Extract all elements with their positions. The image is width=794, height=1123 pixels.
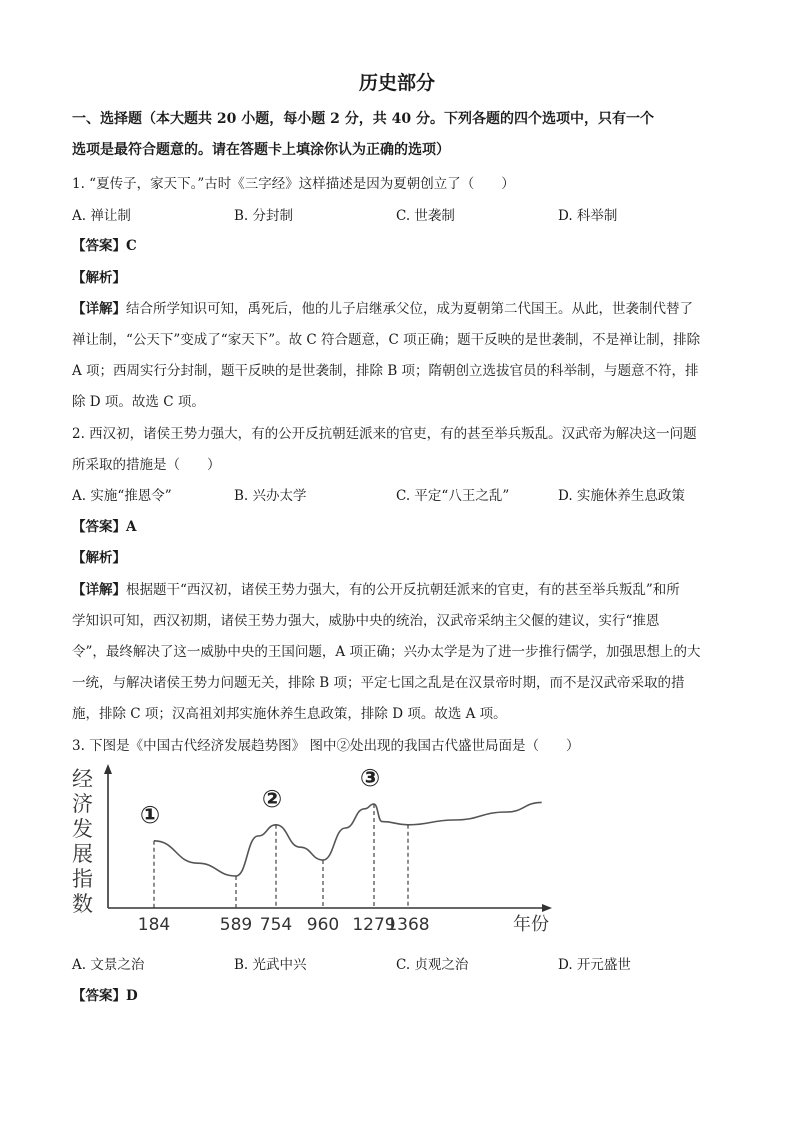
- q3-answer: 【答案】D: [72, 988, 138, 1004]
- q1-detail-tag: 【详解】: [72, 301, 126, 317]
- point-marker: ③: [359, 764, 381, 792]
- y-axis-label-char: 指: [72, 867, 93, 891]
- section-heading-line1: 一、选择题（本大题共 20 小题，每小题 2 分，共 40 分。下列各题的四个选项中，只有一个: [72, 111, 654, 127]
- y-axis-arrow: [104, 764, 112, 774]
- y-axis-label: [72, 767, 93, 916]
- x-tick-label: 1279: [352, 915, 396, 935]
- y-axis-label-char: 展: [72, 842, 93, 866]
- q2-detail-line2: 学知识可知，西汉初期，诸侯王势力强大，威胁中央的统治，汉武帝采纳主父偃的建议，实行“推恩: [72, 613, 660, 629]
- q1-option-a: A. 禅让制: [72, 208, 131, 224]
- q1-option-d: D. 科举制: [558, 208, 618, 224]
- x-tick-label: 1368: [386, 915, 430, 935]
- page-title: 历史部分: [358, 72, 435, 94]
- q2-stem-line1: 2. 西汉初，诸侯王势力强大，有的公开反抗朝廷派来的官吏，有的甚至举兵叛乱。汉武帝为解决这一问题: [72, 426, 697, 442]
- q1-answer: 【答案】C: [72, 238, 137, 254]
- q2-option-b: B. 兴办太学: [234, 488, 307, 504]
- q2-stem-line2: 所采取的措施是（ ）: [72, 457, 221, 473]
- q1-detail-line2: 禅让制，“公天下”变成了“家天下”。故 C 符合题意，C 项正确；题干反映的是世袭制，不是禅让制，排除: [72, 332, 701, 348]
- q3-option-c: C. 贞观之治: [396, 957, 469, 973]
- q2-option-c: C. 平定“八王之乱”: [396, 488, 510, 504]
- x-tick-label: 754: [259, 915, 293, 935]
- q3-option-d: D. 开元盛世: [558, 957, 631, 973]
- q2-detail-line5: 施，排除 C 项；汉高祖刘邦实施休养生息政策，排除 D 项。故选 A 项。: [72, 706, 507, 722]
- q3-option-b: B. 光武中兴: [234, 957, 307, 973]
- q2-option-a: A. 实施“推恩令”: [72, 488, 172, 504]
- x-tick-label: 960: [306, 915, 340, 935]
- series-line: [154, 802, 542, 876]
- y-axis-label-char: 济: [72, 792, 93, 816]
- q1-stem: 1. “夏传子，家天下。”古时《三字经》这样描述是因为夏朝创立了（ ）: [72, 176, 515, 192]
- q1-option-b: B. 分封制: [234, 208, 294, 224]
- q2-detail-line4: 一统，与解决诸侯王势力问题无关，排除 B 项；平定七国之乱是在汉景帝时期，而不是汉武帝采取的措: [72, 675, 685, 691]
- q2-detail-line1: 【详解】根据题干“西汉初，诸侯王势力强大，有的公开反抗朝廷派来的官吏，有的甚至举兵叛乱”和所: [72, 582, 680, 598]
- x-tick-label: 589: [219, 915, 253, 935]
- q2-detail-line3: 令”，最终解决了这一威胁中央的王国问题，A 项正确；兴办太学是为了进一步推行儒学，加强思想上的大: [72, 644, 701, 660]
- economic-trend-chart: [68, 760, 568, 940]
- q3-stem: 3. 下图是《中国古代经济发展趋势图》 图中②处出现的我国古代盛世局面是（ ）: [72, 738, 580, 754]
- q1-detail-line1: 【详解】结合所学知识可知，禹死后，他的儿子启继承父位，成为夏朝第二代国王。从此，世袭制代替了: [72, 301, 693, 317]
- q2-analysis-label: 【解析】: [72, 550, 126, 566]
- q2-detail-tag: 【详解】: [72, 582, 126, 598]
- q2-answer: 【答案】A: [72, 519, 137, 535]
- y-axis-label-char: 发: [72, 817, 93, 841]
- x-axis-label: 年份: [513, 914, 549, 935]
- point-marker: ②: [261, 784, 283, 813]
- q1-analysis-label: 【解析】: [72, 270, 126, 286]
- section-heading-line2: 选项是最符合题意的。请在答题卡上填涂你认为正确的选项）: [72, 142, 450, 158]
- y-axis-label-char: 经: [72, 767, 93, 791]
- q3-option-a: A. 文景之治: [72, 957, 145, 973]
- x-axis-arrow: [542, 904, 552, 912]
- q1-option-c: C. 世袭制: [396, 208, 455, 224]
- y-axis-label-char: 数: [72, 892, 93, 916]
- x-tick-label: 184: [137, 915, 171, 935]
- point-marker: ①: [139, 800, 161, 829]
- q1-detail-line3: A 项；西周实行分封制，题干反映的是世袭制，排除 B 项；隋朝创立选拔官员的科举制，与题意不符，排: [72, 363, 699, 379]
- q2-option-d: D. 实施休养生息政策: [558, 488, 685, 504]
- q1-detail-line4: 除 D 项。故选 C 项。: [72, 394, 205, 410]
